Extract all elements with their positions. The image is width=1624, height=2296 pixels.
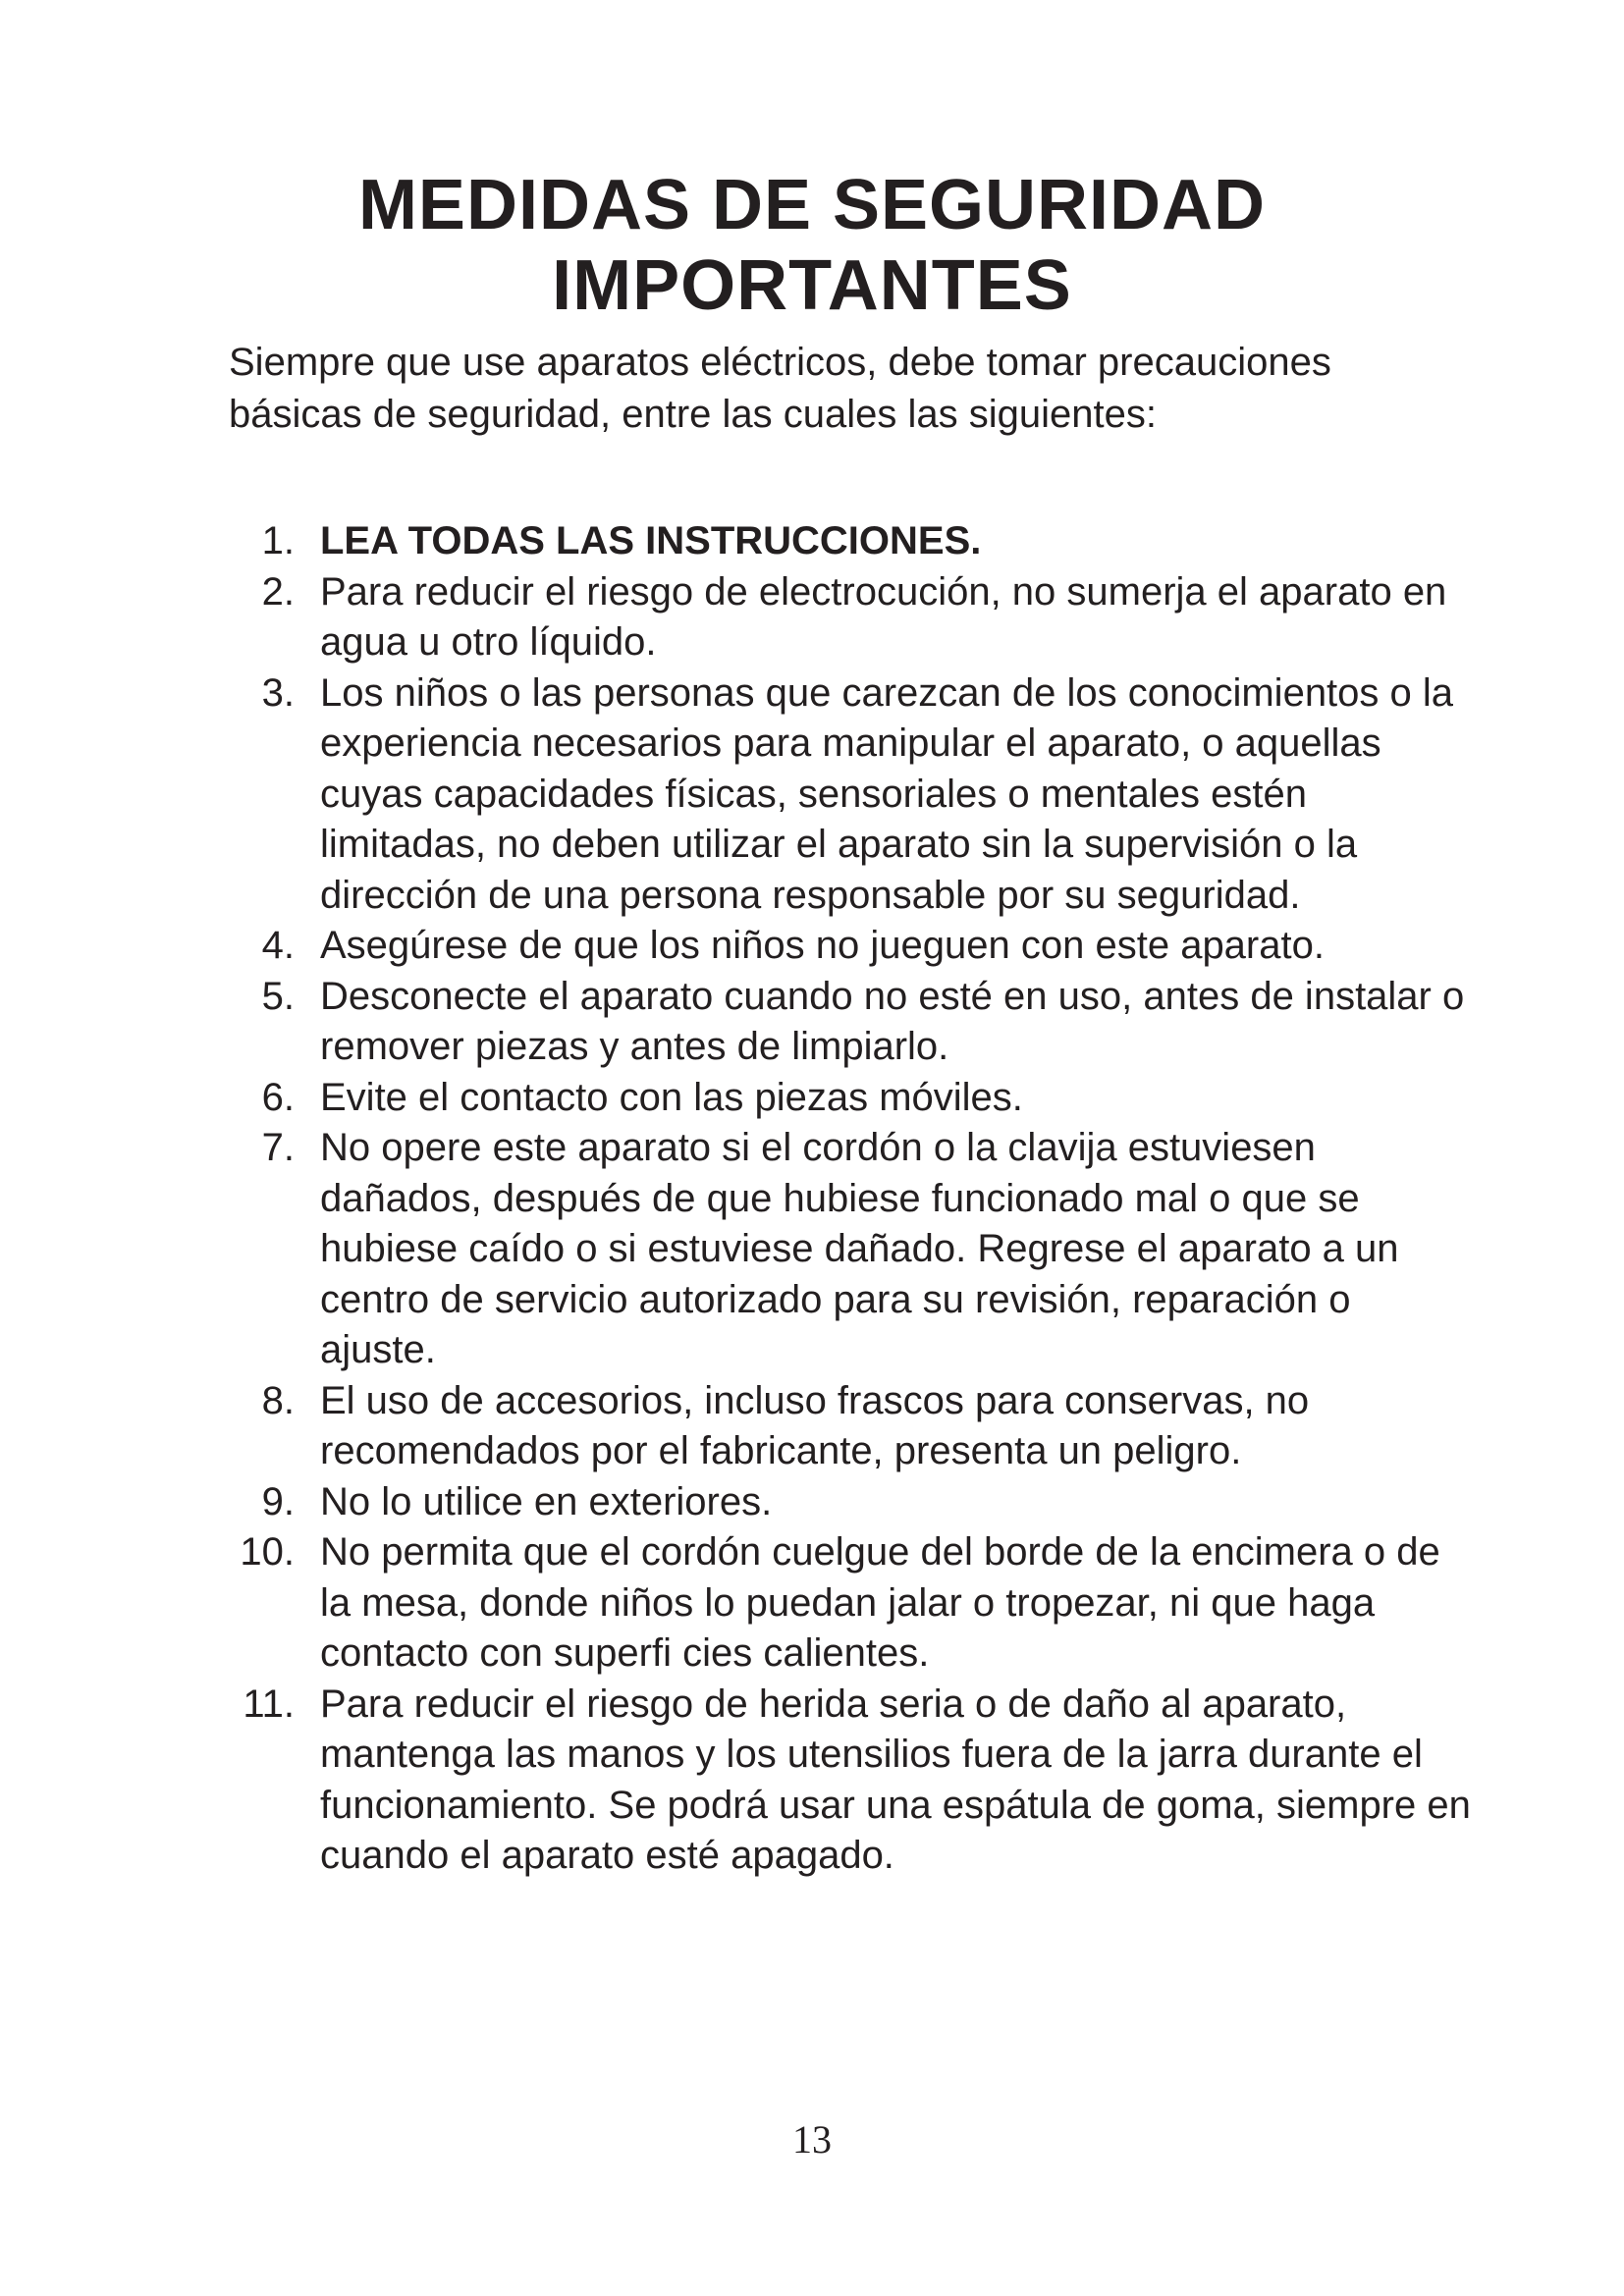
item-number: 9. <box>261 1479 295 1523</box>
item-text: Asegúrese de que los niños no jueguen con este aparato. <box>320 924 1325 967</box>
title-line-1: MEDIDAS DE SEGURIDAD <box>357 166 1267 244</box>
safety-list <box>0 516 1624 1882</box>
list-item <box>0 567 1624 668</box>
list-item <box>0 921 1624 972</box>
item-text: Desconecte el aparato cuando no esté en uso, antes de instalar o remover piezas y antes de limpiarlo. <box>320 974 1465 1068</box>
item-number: 6. <box>261 1075 295 1119</box>
item-text: El uso de accesorios, incluso frascos para conservas, no recomendados por el fabricante, presenta un peligro. <box>320 1378 1310 1472</box>
item-text: No opere este aparato si el cordón o la clavija estuviesen dañados, después de que hubiese funcionado mal o que se hubiese caído o si estuviese dañado. Regrese el aparato a un centro de servicio autorizado para su revisión, reparación o ajuste. <box>320 1126 1399 1371</box>
item-text: Para reducir el riesgo de herida seria o de daño al aparato, mantenga las manos y los utensilios fuera de la jarra durante el funcionamiento. Se podrá usar una espátula de goma, siempre en cuando el aparato esté apagado. <box>320 1682 1471 1877</box>
item-text: Para reducir el riesgo de electrocución, no sumerja el aparato en agua u otro líquido. <box>320 569 1447 664</box>
list-item <box>0 1477 1624 1528</box>
item-number: 10. <box>240 1530 295 1574</box>
title-line-2: IMPORTANTES <box>552 246 1072 325</box>
item-text: Los niños o las personas que carezcan de los conocimientos o la experiencia necesarios para manipular el aparato, o aquellas cuyas capacidades físicas, sensoriales o mentales estén limitadas, no deben utilizar el aparato sin la supervisión o la dirección de una persona responsable por su seguridad. <box>320 670 1454 917</box>
list-item <box>0 1073 1624 1124</box>
intro-paragraph: Siempre que use aparatos eléctricos, debe tomar precauciones básicas de seguridad, entre las cuales las siguientes: <box>229 341 1331 436</box>
item-number: 8. <box>261 1378 295 1422</box>
list-item <box>0 1376 1624 1477</box>
list-item <box>0 1680 1624 1882</box>
item-text: No permita que el cordón cuelgue del borde de la encimera o de la mesa, donde niños lo puedan jalar o tropezar, ni que haga contacto con superfi cies calientes. <box>320 1530 1440 1675</box>
item-number: 4. <box>261 924 295 967</box>
list-item <box>0 1123 1624 1376</box>
item-number: 11. <box>243 1682 295 1726</box>
item-number: 7. <box>261 1126 295 1169</box>
list-item <box>0 516 1624 567</box>
page-number: 13 <box>792 2117 832 2162</box>
item-number: 2. <box>261 569 295 614</box>
item-number: 3. <box>261 670 295 715</box>
item-number: 1. <box>261 519 295 562</box>
list-item <box>0 1527 1624 1680</box>
item-text: No lo utilice en exteriores. <box>320 1479 773 1523</box>
item-text: LEA TODAS LAS INSTRUCCIONES. <box>320 519 982 562</box>
list-item <box>0 972 1624 1073</box>
item-text: Evite el contacto con las piezas móviles. <box>320 1075 1023 1119</box>
list-item <box>0 668 1624 922</box>
page-title <box>0 165 1624 326</box>
item-number: 5. <box>261 974 295 1018</box>
